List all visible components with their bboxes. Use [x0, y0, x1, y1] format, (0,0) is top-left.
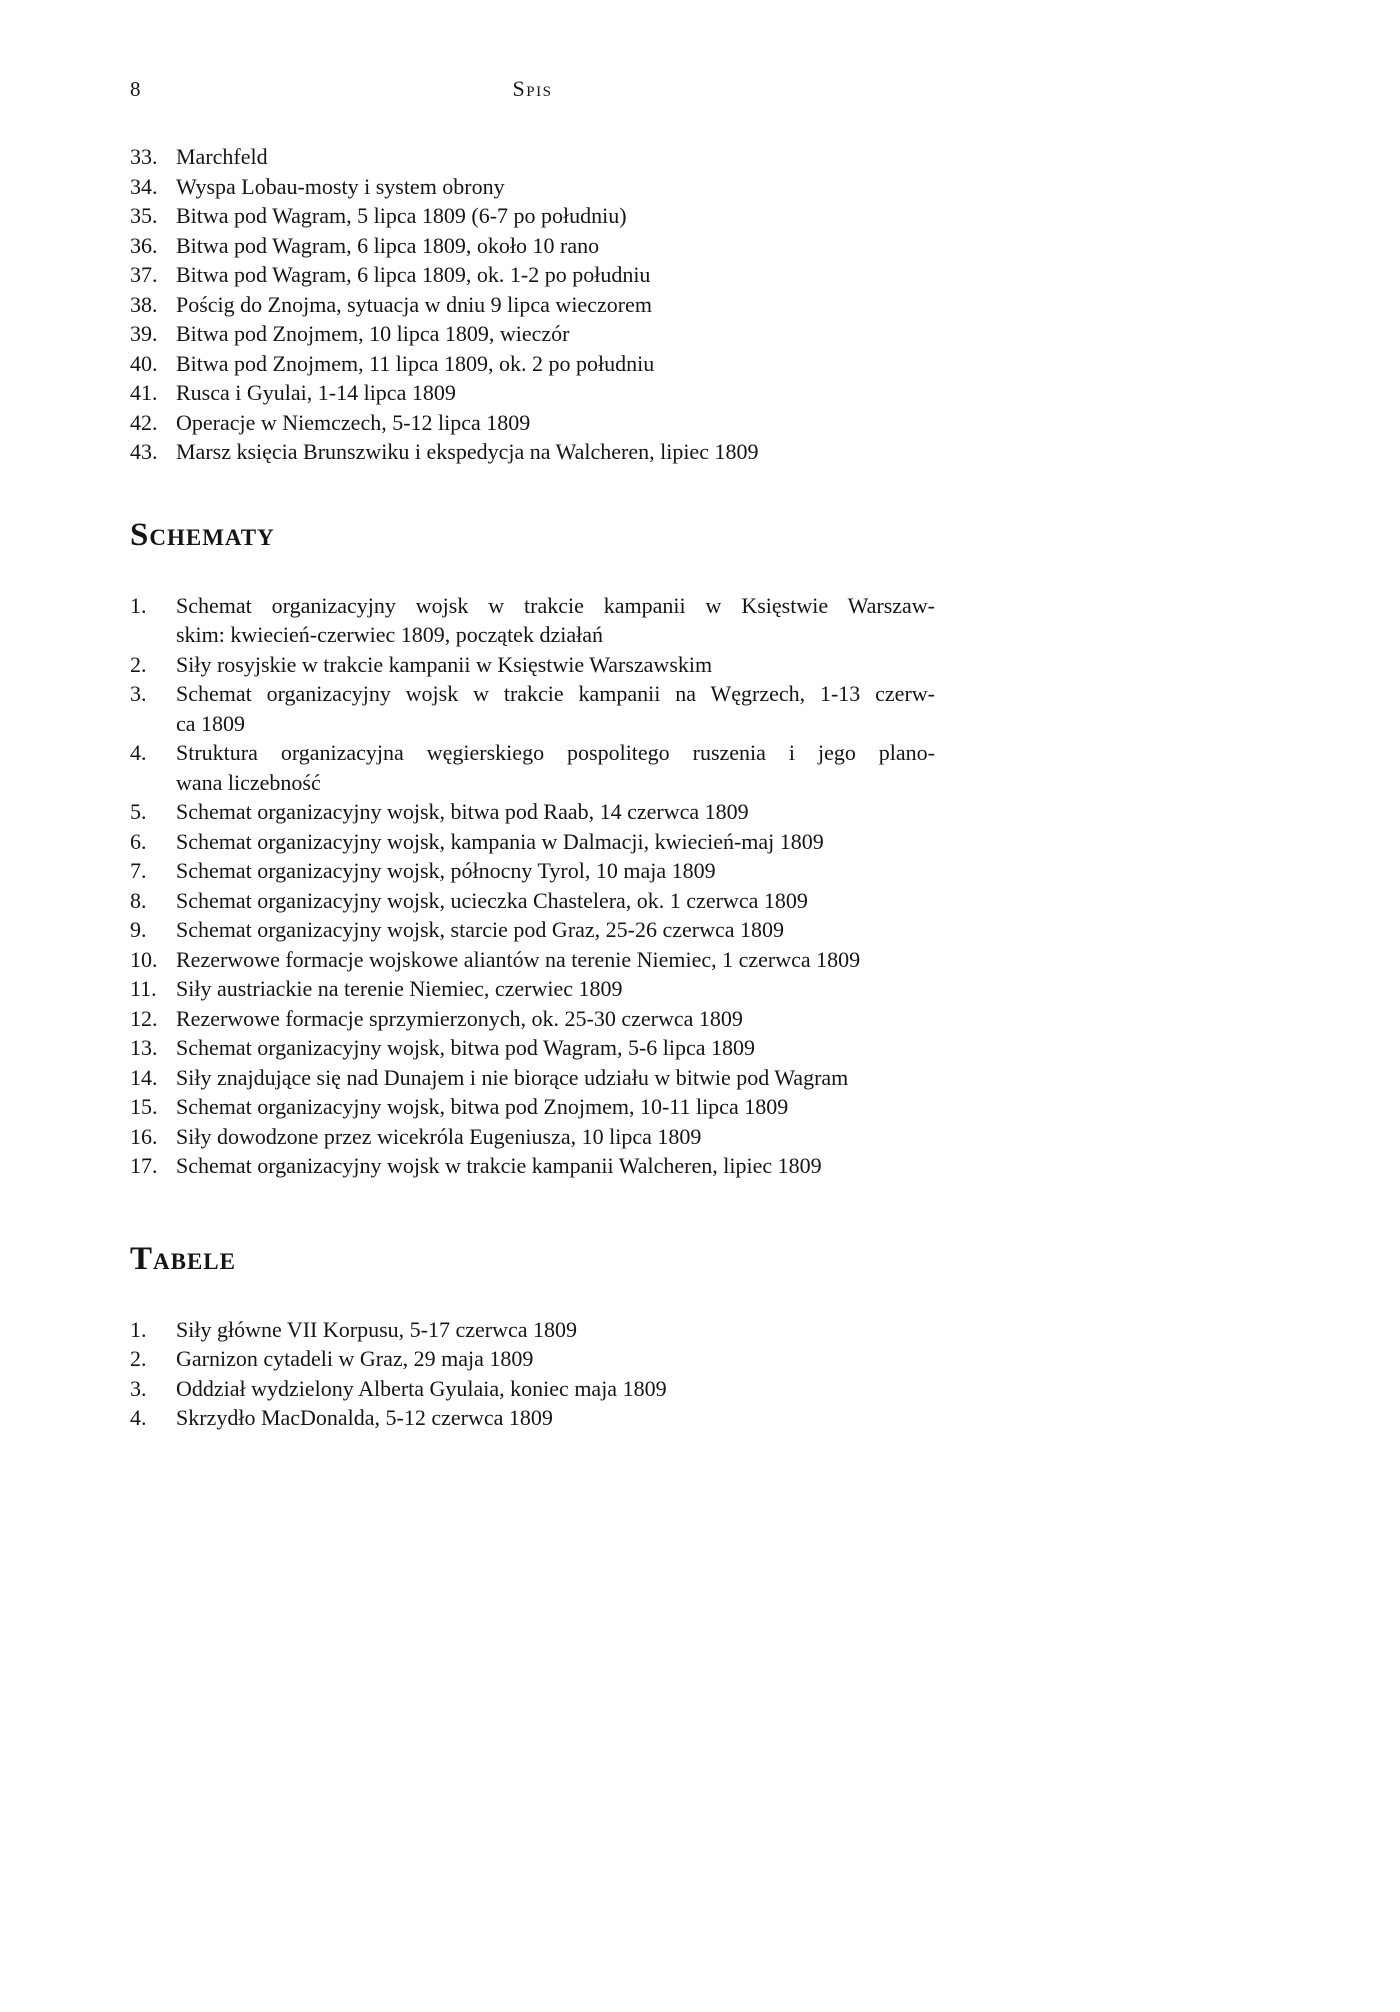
toc-entry: [130, 1374, 935, 1404]
entry-number: 15.: [130, 1094, 158, 1119]
entry-line: Bitwa pod Wagram, 6 lipca 1809, około 10 rano: [176, 232, 600, 258]
entry-text: [176, 1033, 935, 1063]
entry-line: Schemat organizacyjny wojsk, północny Tyrol, 10 maja 1809: [176, 858, 716, 883]
entry-number: 14.: [130, 1064, 158, 1090]
entry-text: [176, 201, 935, 231]
toc-entry: [130, 231, 935, 261]
toc-entry: [130, 1033, 935, 1063]
entry-text: [176, 408, 935, 438]
toc-entry: [130, 408, 935, 438]
entry-text: [176, 797, 935, 827]
toc-entry: [130, 290, 935, 320]
entry-number: 3.: [130, 1375, 147, 1401]
toc-entry: [130, 1004, 935, 1034]
toc-entry: [130, 738, 935, 797]
entry-number: 3.: [130, 681, 147, 706]
toc-entry: [130, 1344, 935, 1374]
toc-entry: [130, 201, 935, 231]
entry-line: Skrzydło MacDonalda, 5-12 czerwca 1809: [176, 1405, 553, 1430]
entry-line: Siły rosyjskie w trakcie kampanii w Księstwie Warszawskim: [176, 651, 713, 677]
toc-entry: [130, 349, 935, 379]
page-number: 8: [130, 77, 141, 101]
entry-line: Pościg do Znojma, sytuacja w dniu 9 lipca wieczorem: [176, 291, 652, 317]
entry-text: [176, 437, 935, 467]
entry-line: Oddział wydzielony Alberta Gyulaia, koniec maja 1809: [176, 1375, 667, 1401]
entry-number: 7.: [130, 858, 147, 883]
entry-text: [176, 827, 935, 857]
entry-line: Siły austriackie na terenie Niemiec, czerwiec 1809: [176, 976, 623, 1001]
toc-entry: [130, 1092, 935, 1122]
entry-line: Schemat organizacyjny wojsk, ucieczka Chastelera, ok. 1 czerwca 1809: [176, 887, 808, 913]
entry-number: 37.: [130, 262, 158, 287]
entry-number: 13.: [130, 1035, 158, 1060]
entry-line: Bitwa pod Wagram, 6 lipca 1809, ok. 1-2 po południu: [176, 262, 651, 287]
entry-line: ca 1809: [176, 710, 246, 736]
entry-text: [176, 1403, 935, 1433]
entry-number: 11.: [130, 976, 157, 1001]
toc-entry: [130, 974, 935, 1004]
schematy-list: [130, 591, 935, 1181]
toc-entry: [130, 797, 935, 827]
entry-text: [176, 231, 935, 261]
entry-text: [176, 1092, 935, 1122]
entry-text: [176, 1151, 935, 1181]
entry-text: [176, 945, 935, 975]
entry-text: [176, 290, 935, 320]
entry-line: Garnizon cytadeli w Graz, 29 maja 1809: [176, 1346, 534, 1371]
entry-text: [176, 142, 935, 172]
entry-number: 9.: [130, 917, 147, 942]
entry-number: 4.: [130, 1405, 147, 1430]
entry-number: 8.: [130, 887, 147, 913]
entry-text: [176, 349, 935, 379]
entry-text: [176, 1344, 935, 1374]
toc-entry: [130, 1315, 935, 1345]
entry-number: 39.: [130, 321, 158, 346]
entry-text: [176, 378, 935, 408]
entry-line: Siły główne VII Korpusu, 5-17 czerwca 1809: [176, 1316, 578, 1342]
entry-line: skim: kwiecień-czerwiec 1809, początek działań: [176, 622, 603, 647]
entry-line: Schemat organizacyjny wojsk, bitwa pod Wagram, 5-6 lipca 1809: [176, 1035, 756, 1060]
entry-line: Schemat organizacyjny wojsk, bitwa pod Znojmem, 10-11 lipca 1809: [176, 1094, 789, 1119]
entry-line: Schemat organizacyjny wojsk, starcie pod Graz, 25-26 czerwca 1809: [176, 917, 785, 942]
entry-number: 42.: [130, 409, 158, 435]
toc-entry: [130, 856, 935, 886]
entry-text: [176, 738, 935, 797]
entry-line: Marchfeld: [176, 144, 268, 169]
entry-line: Siły dowodzone przez wicekróla Eugeniusza, 10 lipca 1809: [176, 1123, 702, 1149]
entry-text: [176, 679, 935, 738]
entry-line: Marsz księcia Brunszwiku i ekspedycja na Walcheren, lipiec 1809: [176, 439, 759, 464]
toc-entry: [130, 945, 935, 975]
entry-line: Schemat organizacyjny wojsk w trakcie kampanii Walcheren, lipiec 1809: [176, 1153, 822, 1178]
entry-number: 16.: [130, 1123, 158, 1149]
tabele-list: [130, 1315, 935, 1433]
entry-number: 41.: [130, 380, 158, 405]
toc-entry: [130, 591, 935, 650]
entry-line: Operacje w Niemczech, 5-12 lipca 1809: [176, 409, 531, 435]
toc-entry: [130, 1122, 935, 1152]
running-head: Spis: [512, 76, 553, 101]
content-column: [130, 142, 935, 1433]
entry-line: Siły znajdujące się nad Dunajem i nie biorące udziału w bitwie pod Wagram: [176, 1064, 849, 1090]
entry-number: 10.: [130, 946, 158, 972]
maps-list: [130, 142, 935, 467]
entry-text: [176, 856, 935, 886]
entry-text: [176, 1122, 935, 1152]
entry-text: [176, 172, 935, 202]
toc-entry: [130, 1403, 935, 1433]
entry-line: Schemat organizacyjny wojsk w trakcie kampanii w Księstwie Warszaw-: [176, 592, 935, 618]
entry-number: 2.: [130, 1346, 147, 1371]
entry-text: [176, 319, 935, 349]
toc-entry: [130, 1063, 935, 1093]
entry-number: 35.: [130, 203, 158, 228]
section-heading-schematy: Schematy: [130, 516, 275, 553]
entry-text: [176, 1004, 935, 1034]
toc-entry: [130, 1151, 935, 1181]
toc-entry: [130, 319, 935, 349]
entry-number: 1.: [130, 592, 147, 618]
entry-line: Bitwa pod Znojmem, 10 lipca 1809, wieczór: [176, 321, 570, 346]
entry-text: [176, 260, 935, 290]
entry-text: [176, 915, 935, 945]
entry-number: 43.: [130, 439, 158, 464]
toc-entry: [130, 437, 935, 467]
entry-number: 6.: [130, 828, 147, 854]
entry-line: Schemat organizacyjny wojsk w trakcie kampanii na Węgrzech, 1-13 czerw-: [176, 681, 935, 706]
entry-number: 4.: [130, 740, 147, 765]
entry-text: [176, 1063, 935, 1093]
entry-text: [176, 1315, 935, 1345]
entry-number: 36.: [130, 232, 158, 258]
entry-line: Rezerwowe formacje wojskowe aliantów na terenie Niemiec, 1 czerwca 1809: [176, 946, 861, 972]
entry-number: 34.: [130, 173, 158, 199]
entry-line: Bitwa pod Wagram, 5 lipca 1809 (6-7 po południu): [176, 203, 627, 228]
toc-entry: [130, 915, 935, 945]
toc-entry: [130, 172, 935, 202]
toc-entry: [130, 378, 935, 408]
entry-line: Bitwa pod Znojmem, 11 lipca 1809, ok. 2 po południu: [176, 350, 655, 376]
page-header: [130, 76, 935, 102]
toc-entry: [130, 260, 935, 290]
section-heading-tabele: Tabele: [130, 1240, 236, 1277]
entry-text: [176, 591, 935, 650]
entry-number: 2.: [130, 651, 147, 677]
entry-number: 38.: [130, 291, 158, 317]
entry-line: Struktura organizacyjna węgierskiego pospolitego ruszenia i jego plano-: [176, 740, 935, 765]
entry-line: Rusca i Gyulai, 1-14 lipca 1809: [176, 380, 456, 405]
entry-line: Rezerwowe formacje sprzymierzonych, ok. 25-30 czerwca 1809: [176, 1005, 743, 1031]
entry-number: 40.: [130, 350, 158, 376]
entry-number: 1.: [130, 1316, 147, 1342]
entry-number: 17.: [130, 1153, 158, 1178]
entry-number: 5.: [130, 799, 147, 824]
entry-text: [176, 650, 935, 680]
toc-entry: [130, 886, 935, 916]
toc-entry: [130, 827, 935, 857]
entry-text: [176, 974, 935, 1004]
entry-number: 12.: [130, 1005, 158, 1031]
entry-line: wana liczebność: [176, 769, 321, 795]
entry-text: [176, 1374, 935, 1404]
entry-text: [176, 886, 935, 916]
entry-line: Wyspa Lobau-mosty i system obrony: [176, 173, 505, 199]
entry-line: Schemat organizacyjny wojsk, bitwa pod Raab, 14 czerwca 1809: [176, 799, 749, 824]
entry-number: 33.: [130, 144, 158, 169]
toc-entry: [130, 142, 935, 172]
toc-entry: [130, 679, 935, 738]
entry-line: Schemat organizacyjny wojsk, kampania w Dalmacji, kwiecień-maj 1809: [176, 828, 824, 854]
toc-entry: [130, 650, 935, 680]
